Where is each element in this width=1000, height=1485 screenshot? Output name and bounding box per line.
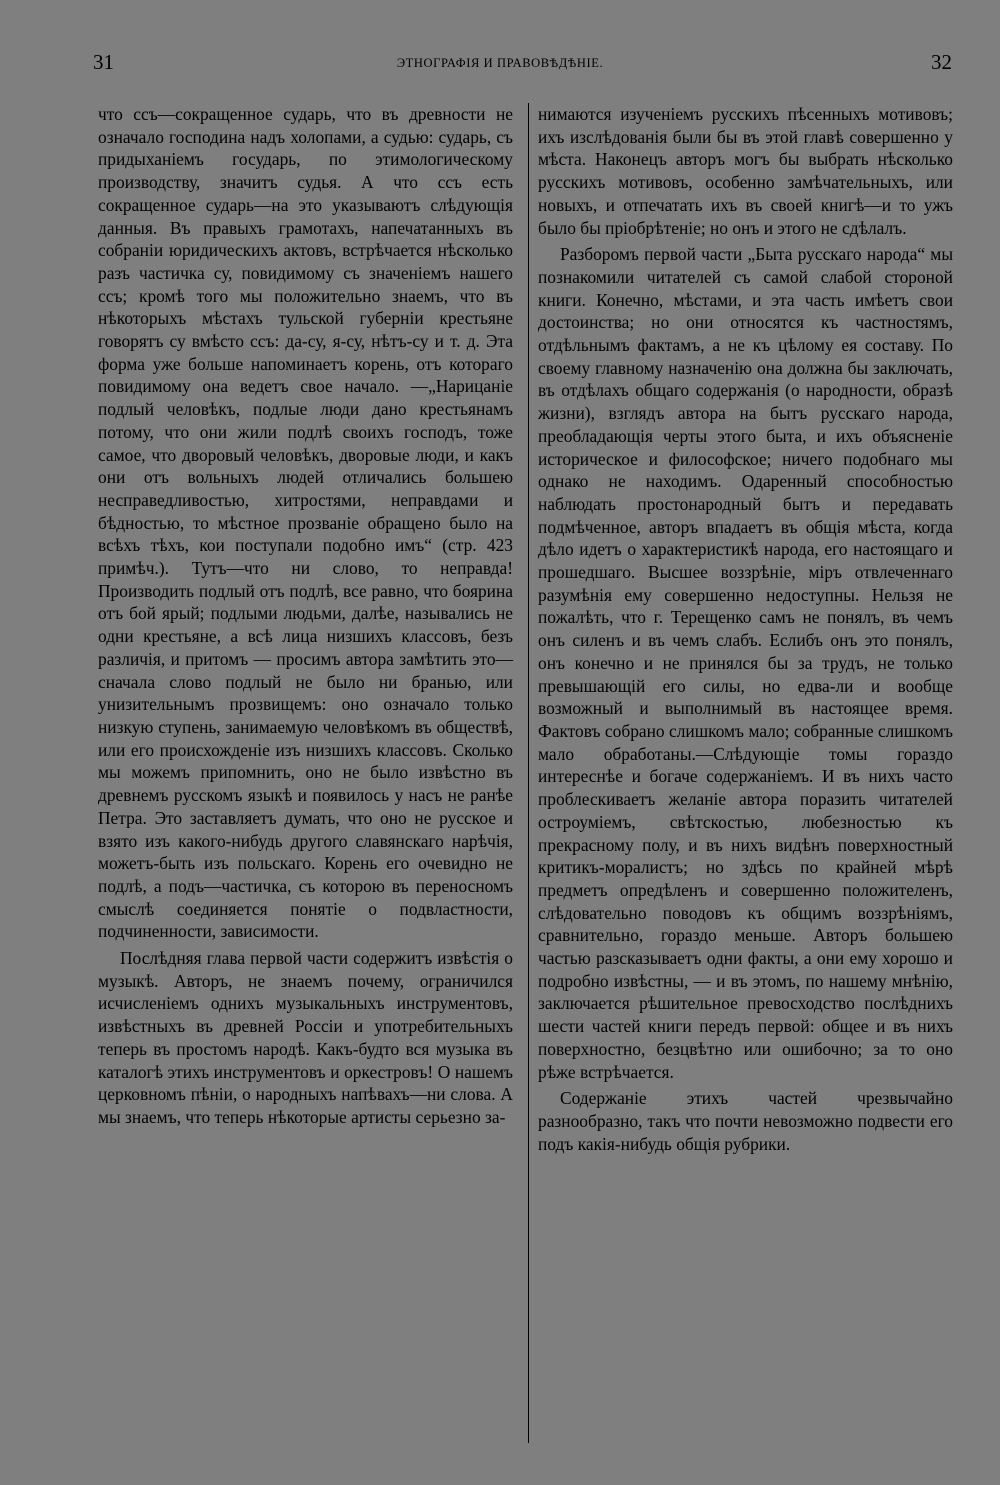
running-title: ЭТНОГРАФІЯ И ПРАВОВѢДѢНІЕ. (396, 56, 604, 70)
paragraph: Разборомъ первой части „Быта русскаго народа“ мы познакомили читателей съ самой слабой стороной книги. Конечно, мѣстами, и эта часть имѣетъ свои достоинства; но они относятся къ частностямъ, отдѣльнымъ фактамъ, а не къ цѣлому ея составу. По своему главному назначенію она должна бы заключать, въ отдѣлахъ общаго содержанія (о народности, образѣ жизни), взглядъ автора на бытъ русскаго народа, преобладающія черты этого быта, и ихъ объясненіе историческое и философское; ничего подобнаго мы однако не находимъ. Одаренный способностью наблюдать простонародный бытъ и передавать подмѣченное, авторъ впадаетъ въ общія мѣста, когда дѣло идетъ о характеристикѣ народа, его настоящаго и прошедшаго. Высшее воззрѣніе, міръ отвлеченнаго разумѣнія ему совершенно недоступны. Нельзя не пожалѣть, что г. Терещенко самъ не понялъ, въ чемъ онъ силенъ и въ чемъ слабъ. Еслибъ онъ это понялъ, онъ конечно и не принялся бы за трудъ, не только превышающій его силы, но едва-ли и вообще возможный и выполнимый въ настоящее время. Фактовъ собрано слишкомъ мало; собранные слишкомъ мало обработаны.—Слѣдующіе томы гораздо интереснѣе и богаче содержаніемъ. И въ нихъ часто проблескиваетъ желаніе автора поразить читателей остроуміемъ, свѣтскостью, любезностью къ прекрасному полу, и въ нихъ видѣнъ поверхностный критикъ-моралистъ; но здѣсь по крайней мѣрѣ предметъ опредѣленъ и совершенно положителенъ, слѣдовательно поводовъ къ общимъ воззрѣніямъ, сравнительно, гораздо меньше. Авторъ большею частью разсказываетъ одни факты, а они ему хорошо и подробно извѣстны, — и въ этомъ, по нашему мнѣнію, заключается рѣшительное превосходство послѣднихъ шести частей книги передъ первой: общее и въ нихъ поверхностно, безцвѣтно или ошибочно; за то оно рѣже встрѣчается. (538, 244, 953, 1082)
paragraph: нимаются изученіемъ русскихъ пѣсенныхъ мотивовъ; ихъ изслѣдованія были бы въ этой главѣ совершенно у мѣста. Наконецъ авторъ могъ бы выбрать нѣсколько русскихъ мотивовъ, особенно замѣчательныхъ, или новыхъ, и отпечатать ихъ въ своей книгѣ—и то ужъ было бы пріобрѣтеніе; но онъ и этого не сдѣлалъ. (538, 104, 953, 238)
left-column (98, 103, 513, 1129)
page-number-right: 32 (931, 50, 952, 74)
paragraph: Содержаніе этихъ частей чрезвычайно разнообразно, такъ что почти невозможно подвести его подъ какія-нибудь общія рубрики. (538, 1088, 953, 1154)
column-divider (528, 103, 529, 1443)
right-column (538, 103, 953, 1155)
page-number-left: 31 (93, 50, 114, 74)
paragraph: что ссъ—сокращенное сударь, что въ древности не означало господина надъ холопами, а судью: сударь, съ придыханіемъ государь, по этимологическому производству, значитъ судья. А что ссъ есть сокращенное сударь—на это указываютъ слѣдующія данныя. Въ правыхъ грамотахъ, напечатанныхъ въ собраніи юридическихъ актовъ, встрѣчается нѣсколько разъ частичка су, повидимому съ значеніемъ нашего ссъ; кромѣ того мы положительно знаемъ, что въ нѣкоторыхъ мѣстахъ тульской губерніи крестьяне говорятъ су вмѣсто ссъ: да-су, я-су, нѣтъ-су и т. д. Эта форма уже больше напоминаетъ корень, отъ котораго повидимому она ведетъ свое начало. —„Нарицаніе подлый человѣкъ, подлые люди дано крестьянамъ потому, что они жили подлѣ своихъ господъ, тоже самое, что дворовый человѣкъ, дворовые люди, и какъ они отъ вольныхъ людей отличались большею несправедливостью, хитростями, неправдами и бѣдностью, то мѣстное прозваніе обращено было на всѣхъ тѣхъ, кои поступали подобно имъ“ (стр. 423 примѣч.). Тутъ—что ни слово, то неправда! Производить подлый отъ подлѣ, все равно, что боярина отъ бой ярый; подлыми людьми, далѣе, назывались не одни крестьяне, а всѣ лица низшихъ классовъ, безъ различія, и притомъ — просимъ автора замѣтить это—сначала слово подлый не было ни бранью, или унизительнымъ прозвищемъ: оно означало только низкую ступень, занимаемую человѣкомъ въ обществѣ, или его происхожденіе изъ низшихъ классовъ. Сколько мы можемъ припомнить, оно не было извѣстно въ древнемъ русскомъ языкѣ и появилось у насъ не ранѣе Петра. Это заставляетъ думать, что оно не русское и взято изъ какого-нибудь другого славянскаго нарѣчія, можетъ-быть изъ польскаго. Корень его очевидно не подлѣ, а подъ—частичка, съ которою въ переносномъ смыслѣ соединяется понятіе о подвластности, подчиненности, зависимости. (98, 104, 513, 942)
page-header (0, 50, 1000, 78)
paragraph: Послѣдняя глава первой части содержитъ извѣстія о музыкѣ. Авторъ, не знаемъ почему, ограничился исчисленіемъ однихъ музыкальныхъ инструментовъ, извѣстныхъ въ древней Россіи и употребительныхъ теперь въ простомъ народѣ. Какъ-будто вся музыка въ каталогѣ этихъ инструментовъ и оркестровъ! О нашемъ церковномъ пѣніи, о народныхъ напѣвахъ—ни слова. А мы знаемъ, что теперь нѣкоторые артисты серьезно за- (98, 948, 513, 1127)
